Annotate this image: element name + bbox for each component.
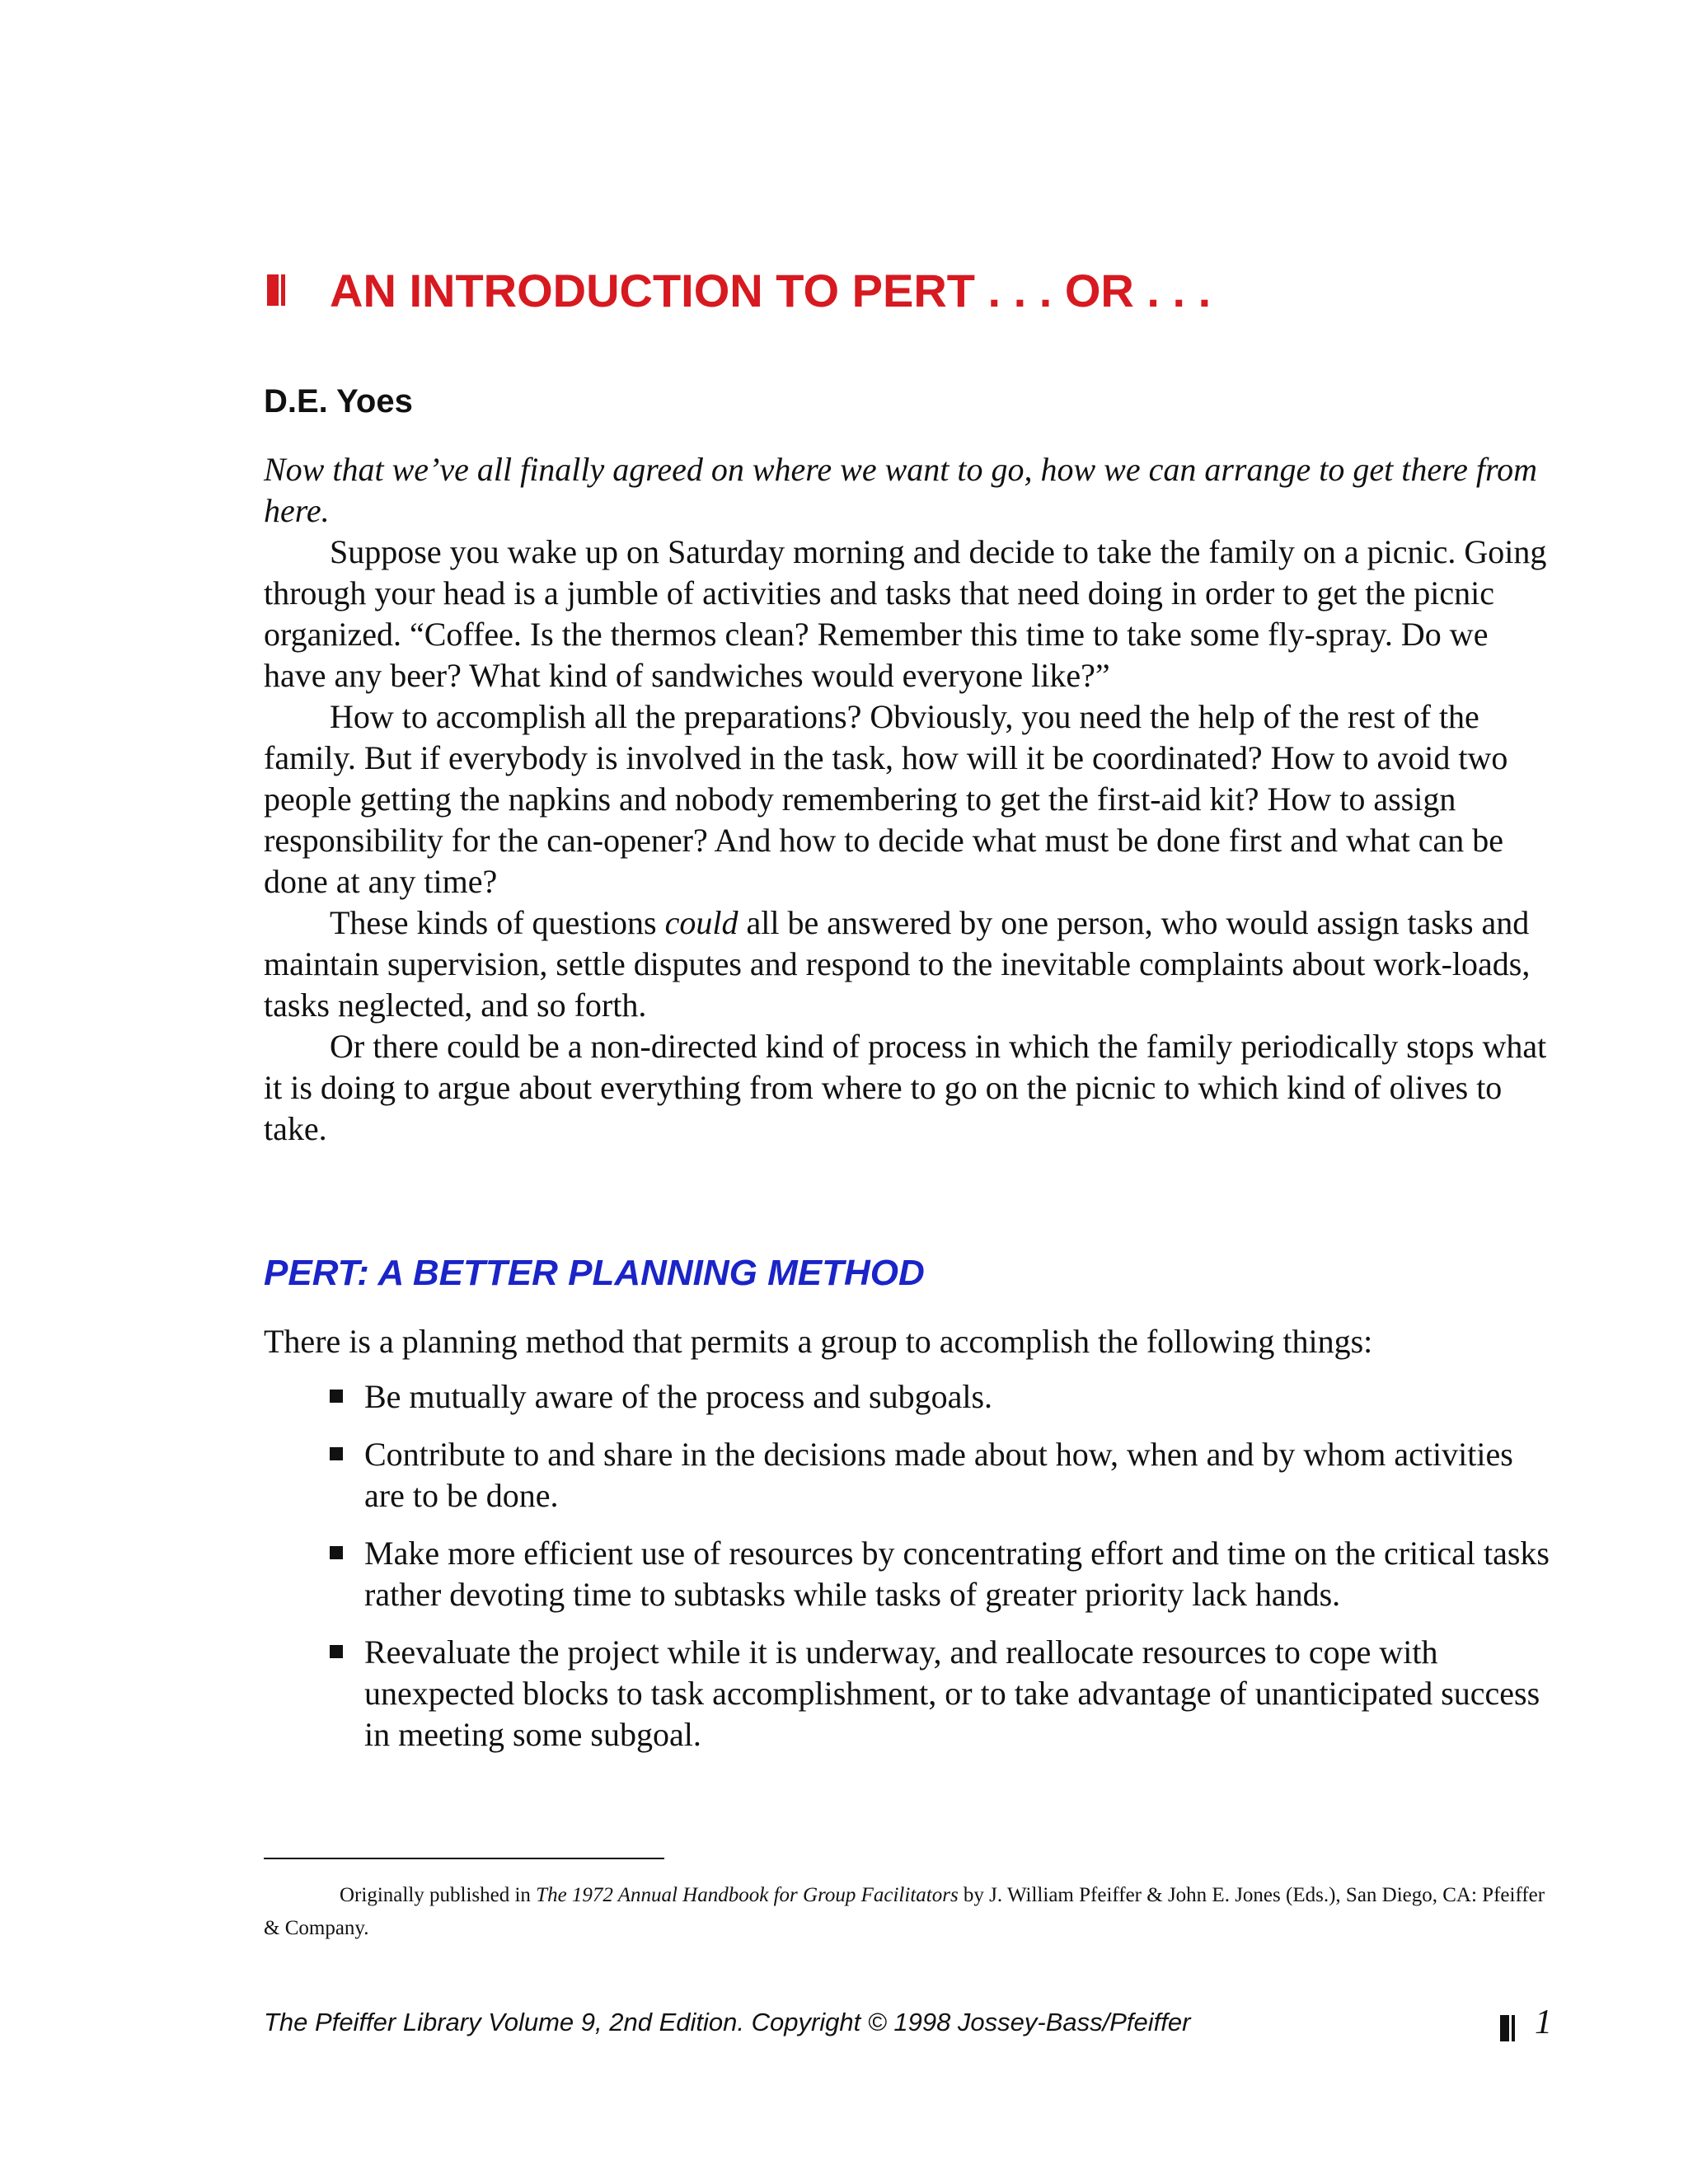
list-item [330,1533,1558,1615]
author-name: D.E. Yoes [264,383,413,419]
bullet-list [330,1376,1558,1772]
intro-paragraph: How to accomplish all the preparations? Obviously, you need the help of the rest of the family. But if everybody is involved in the task, how will it be coordinated? How to avoid two people getting the napkins and nobody remembering to get the first-aid kit? How to assign responsibility for the can-opener? And how to decide what must be done first and what can be done at any time? [264,698,1508,900]
list-item-text: Be mutually aware of the process and subgoals. [364,1378,993,1415]
list-item-text: Contribute to and share in the decisions made about how, when and by whom activities are to be done. [364,1436,1513,1514]
footnote [264,1879,1550,1945]
footnote-text: Originally published in [340,1884,537,1906]
footer-copyright: The Pfeiffer Library Volume 9, 2nd Edition. Copyright © 1998 Jossey-Bass/Pfeiffer [264,2008,1191,2036]
list-item-text: Reevaluate the project while it is underway, and reallocate resources to cope with unexpected blocks to task accomplishment, or to take advantage of unanticipated success in meeting some subgoal. [364,1633,1540,1753]
list-item [330,1376,1558,1418]
section-intro: There is a planning method that permits a group to accomplish the following things: [264,1323,1373,1360]
intro-paragraph [264,902,1550,1026]
section-heading: PERT: A BETTER PLANNING METHOD [264,1253,925,1293]
bullet-square-icon [330,1546,343,1559]
paragraph-text: These kinds of questions [330,904,665,941]
list-item-text: Make more efficient use of resources by concentrating effort and time on the critical tasks rather devoting time to subtasks while tasks of greater priority lack hands. [364,1535,1550,1613]
intro-lead: Now that we’ve all finally agreed on where we want to go, how we can arrange to get there from here. [264,451,1537,529]
list-item [330,1434,1558,1516]
page-title: AN INTRODUCTION TO PERT . . . OR . . . [330,265,1212,316]
bullet-square-icon [330,1390,343,1403]
page-number: 1 [1535,2004,1552,2041]
footer-marker-icon [1500,2015,1515,2041]
list-item [330,1632,1558,1755]
intro-paragraph: Or there could be a non-directed kind of process in which the family periodically stops what it is doing to argue about everything from where to go on the picnic to which kind of olives to take. [264,1028,1547,1147]
footnote-divider [264,1858,664,1859]
title-marker-icon [267,274,285,306]
bullet-square-icon [330,1447,343,1460]
footnote-book-title: The 1972 Annual Handbook for Group Facilitators [536,1884,959,1906]
intro-paragraph: Suppose you wake up on Saturday morning and decide to take the family on a picnic. Going through your head is a jumble of activities and tasks that need doing in order to get the picnic organized. “Coffee. Is the thermos clean? Remember this time to take some fly-spray. Do we have any beer? What kind of sandwiches would everyone like?” [264,533,1547,694]
bullet-square-icon [330,1645,343,1658]
emphasis-text: could [664,904,738,941]
paragraph-text: all be answered by one person, who would assign tasks and maintain supervision, settle disputes and respond to the inevitable complaints about work-loads, tasks neglected, and so forth. [264,904,1531,1024]
footnote-text: by J. William Pfeiffer & John E. Jones (Eds.), San Diego, CA: Pfeiffer & Company. [264,1884,1545,1939]
intro-body [264,449,1550,1150]
